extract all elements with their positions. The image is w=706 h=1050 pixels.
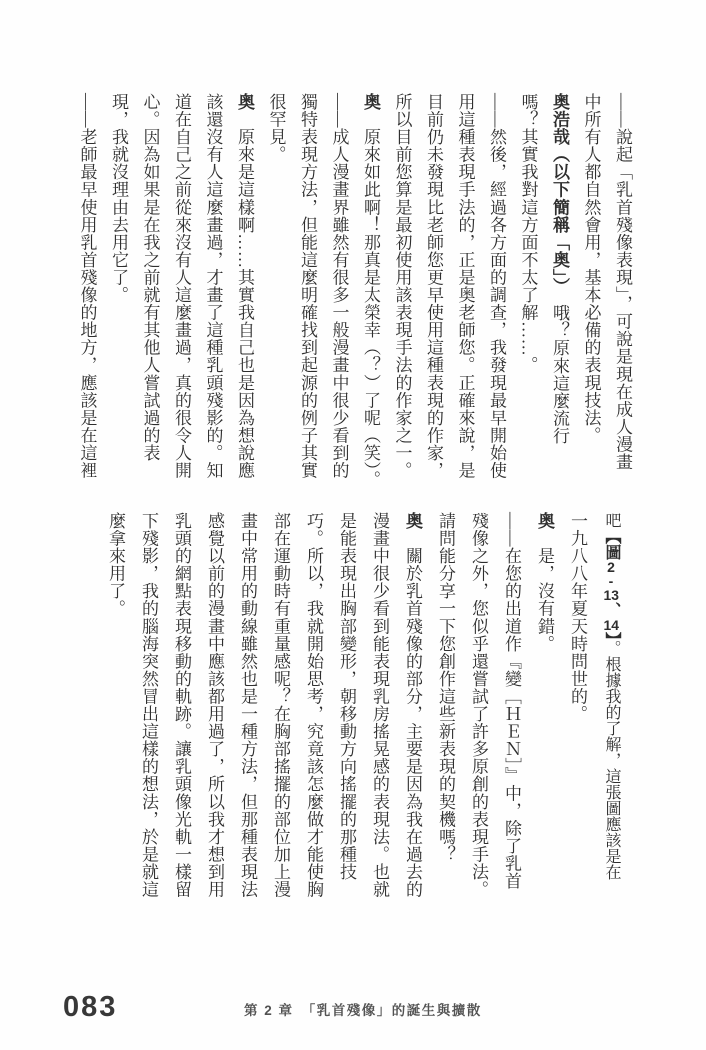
text-run: 獨特表現方法，但能這麼明確找到起源的例子其實	[298, 93, 317, 480]
text-column	[260, 93, 292, 485]
text-column	[165, 512, 198, 900]
text-column	[512, 93, 544, 485]
speaker-name: 奥	[235, 93, 254, 111]
text-run: 嗎？其實我對這方面不太了解……。	[518, 93, 538, 374]
text-run: 原來是這樣啊……其實我自己也是因為想說應	[235, 110, 254, 480]
text-column	[71, 93, 103, 485]
speaker-name: 奥	[361, 93, 380, 111]
text-column	[561, 512, 594, 900]
text-run: ——成人漫畫界雖然有很多一般漫畫中很少看到的	[329, 93, 349, 480]
text-run: ——然後，經過各方面的調查，我發現最早開始使	[487, 93, 506, 480]
text-run: 、	[603, 602, 620, 618]
text-run: 【圖	[603, 528, 620, 560]
text-column	[198, 512, 231, 900]
text-run: 原來如此啊！那真是太榮幸（？）了呢（笑）。	[361, 110, 380, 489]
speaker-name: 奥	[535, 512, 554, 530]
text-run: 是，沒有錯。	[535, 529, 554, 653]
text-run: 】	[603, 632, 620, 640]
text-run: 畫中常用的動線雖然也是一種方法，但那種表現法	[238, 512, 257, 899]
text-column	[297, 512, 330, 900]
text-column	[99, 512, 132, 900]
text-run: 用這種表現手法的，正是奥老師您。正確來說，是	[455, 93, 475, 480]
text-column	[418, 93, 450, 485]
text-column	[323, 93, 355, 485]
page-number: 083	[63, 991, 118, 1023]
interview-text-block-top	[71, 93, 638, 489]
text-run: 巧。所以，我就開始思考，究竟該怎麼做才能使胸	[304, 512, 323, 899]
text-column	[132, 512, 165, 900]
text-run: 漫畫中很少看到能表現乳房搖晃感的表現法。也就	[370, 512, 389, 899]
text-run: 哦？原來這麼流行	[550, 286, 569, 445]
text-run: 所以目前您算是最初使用該表現手法的作家之一。	[392, 93, 412, 480]
text-run: ——說起「乳首殘像表現」，可說是現在成人漫畫	[613, 93, 632, 471]
speaker-name: 奥浩哉（以下簡稱「奥」）	[550, 93, 569, 287]
text-column	[575, 93, 607, 485]
text-run: 一九八八年夏天時問世的。	[568, 512, 587, 723]
text-run: 心。因為如果是在我之前就有其他人嘗試過的表	[140, 93, 160, 462]
text-column	[134, 93, 166, 485]
text-run: 吧	[603, 512, 620, 528]
text-column	[429, 512, 462, 900]
text-column	[330, 512, 363, 900]
text-column	[231, 512, 264, 900]
text-run: 感覺以前的漫畫中應該都用過了，所以我才想到用	[205, 512, 224, 899]
text-run: 麼拿來用了。	[106, 512, 125, 618]
speaker-name: 奥	[403, 512, 422, 530]
text-column	[264, 512, 297, 900]
text-run: 部在運動時有重量感呢？在胸部搖擺的部位加上漫	[271, 512, 290, 899]
text-run: 下殘影，我的腦海突然冒出這樣的想法，於是就這	[139, 512, 158, 899]
text-run: 很罕見。	[266, 93, 286, 164]
text-column	[607, 93, 639, 485]
text-run: 關於乳首殘像的部分，主要是因為我在過去的	[403, 529, 422, 899]
text-column	[166, 93, 198, 485]
text-column	[449, 93, 481, 485]
chapter-footer: 第 2 章 「乳首殘像」的誕生與擴散	[244, 1003, 482, 1018]
interview-text-block-bottom	[99, 512, 628, 900]
text-run: 現，我就沒理由去用它了。	[109, 93, 128, 304]
text-column	[481, 93, 513, 485]
figure-number: 13	[603, 588, 619, 602]
text-column	[197, 93, 229, 485]
figure-number: 2	[607, 560, 615, 574]
text-column	[355, 93, 387, 489]
text-column	[363, 512, 396, 900]
text-run: 道在自己之前從來沒有人這麼畫過，真的很令人開	[172, 93, 191, 480]
text-column	[103, 93, 135, 485]
text-run: ——在您的出道作『變［ＨＥＮ］』中，除了乳首	[502, 512, 521, 890]
figure-number: -	[608, 574, 614, 588]
text-column	[386, 93, 418, 485]
text-column	[594, 512, 628, 900]
figure-number: 14	[603, 618, 619, 632]
text-run: 殘像之外，您似乎還嘗試了許多原創的表現手法。	[469, 512, 488, 899]
text-column	[544, 93, 576, 485]
text-run: 請問能分享一下您創作這些新表現的契機嗎？	[436, 512, 455, 863]
text-column	[495, 512, 528, 900]
text-column	[528, 512, 561, 900]
text-run: 是能表現出胸部變形，朝移動方向搖擺的那種技	[337, 512, 356, 881]
text-run: 乳頭的網點表現移動的軌跡。讓乳頭像光軌一樣留	[172, 512, 191, 899]
text-run: ——老師最早使用乳首殘像的地方，應該是在這裡	[77, 93, 97, 480]
text-run: 中所有人都自然會用，基本必備的表現技法。	[581, 93, 601, 444]
text-run: 該還沒有人這麼畫過，才畫了這種乳頭殘影的。知	[203, 93, 223, 480]
text-column	[229, 93, 261, 485]
text-column	[396, 512, 429, 900]
text-column	[292, 93, 324, 485]
text-column	[462, 512, 495, 900]
text-run: 。根據我的了解，這張圖應該是在	[603, 640, 620, 880]
text-run: 目前仍未發現比老師您更早使用這種表現的作家，	[424, 93, 443, 480]
